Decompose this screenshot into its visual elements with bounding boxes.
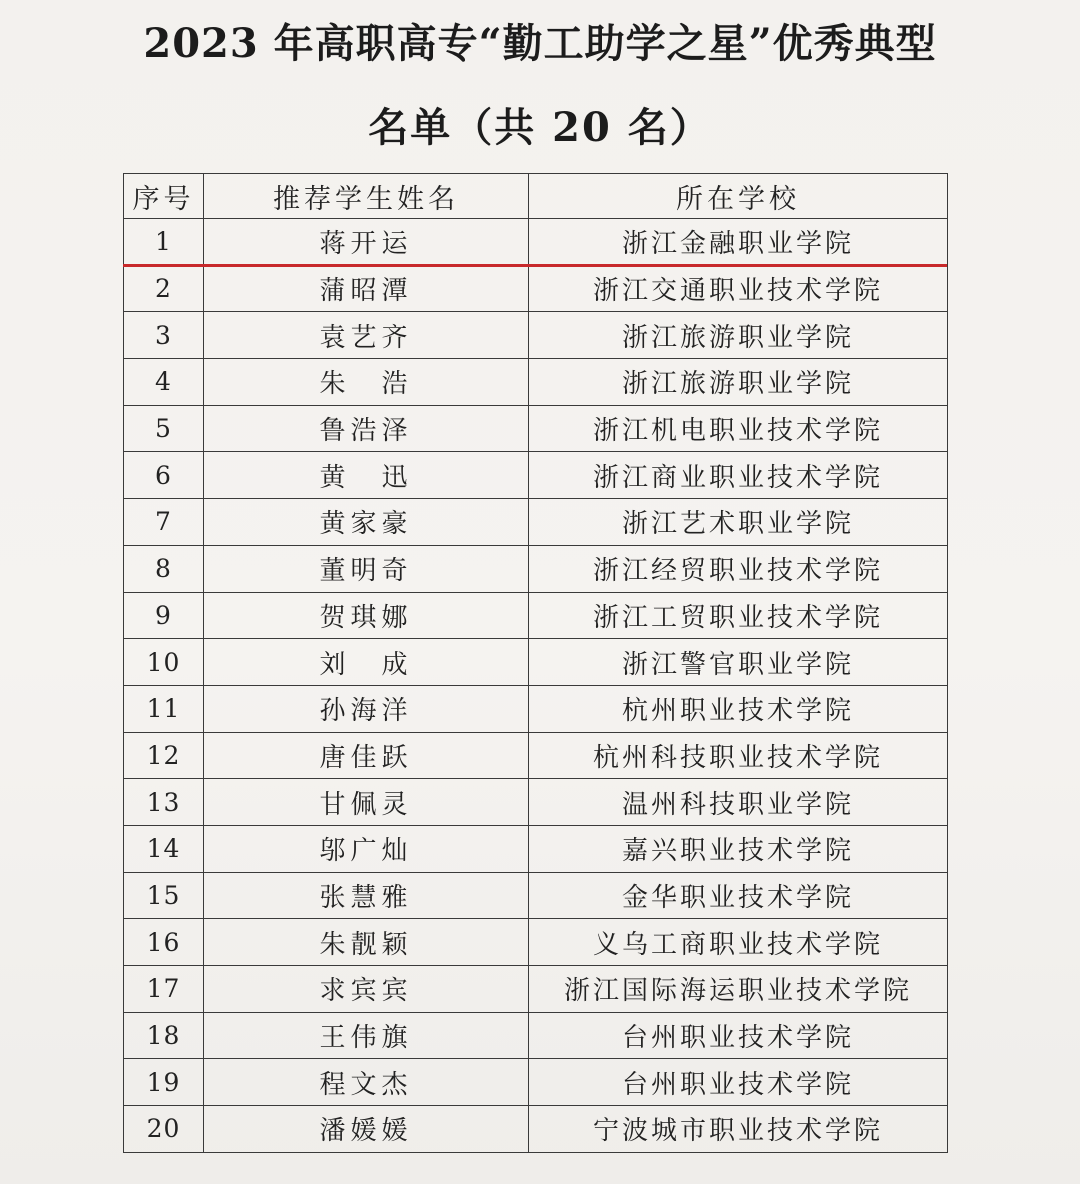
table-row — [124, 452, 948, 499]
student-name: 孙海洋 — [204, 685, 529, 732]
student-name: 黄 迅 — [204, 452, 529, 499]
student-name: 潘媛媛 — [204, 1106, 529, 1153]
school-name: 浙江警官职业学院 — [529, 639, 948, 686]
school-name: 温州科技职业学院 — [529, 779, 948, 826]
row-number: 2 — [124, 265, 204, 312]
school-name: 浙江金融职业学院 — [529, 219, 948, 266]
school-name: 浙江交通职业技术学院 — [529, 265, 948, 312]
student-name: 求宾宾 — [204, 966, 529, 1013]
table-row — [124, 265, 948, 312]
row-number: 12 — [124, 732, 204, 779]
table-row — [124, 966, 948, 1013]
student-name: 邬广灿 — [204, 825, 529, 872]
row-number: 15 — [124, 872, 204, 919]
table-row — [124, 1059, 948, 1106]
table-row — [124, 919, 948, 966]
table-row — [124, 779, 948, 826]
table-row — [124, 825, 948, 872]
school-name: 浙江艺术职业学院 — [529, 499, 948, 546]
table-body — [124, 219, 948, 1153]
table-row — [124, 219, 948, 266]
student-name: 唐佳跃 — [204, 732, 529, 779]
school-name: 浙江旅游职业学院 — [529, 359, 948, 406]
school-name: 浙江机电职业技术学院 — [529, 405, 948, 452]
school-name: 宁波城市职业技术学院 — [529, 1106, 948, 1153]
table-row — [124, 312, 948, 359]
school-name: 浙江旅游职业学院 — [529, 312, 948, 359]
student-name: 袁艺齐 — [204, 312, 529, 359]
row-number: 7 — [124, 499, 204, 546]
row-number: 16 — [124, 919, 204, 966]
student-name: 张慧雅 — [204, 872, 529, 919]
table-row — [124, 405, 948, 452]
header-student-name: 推荐学生姓名 — [204, 174, 529, 219]
row-number: 3 — [124, 312, 204, 359]
row-number: 13 — [124, 779, 204, 826]
school-name: 义乌工商职业技术学院 — [529, 919, 948, 966]
school-name: 杭州科技职业技术学院 — [529, 732, 948, 779]
student-name: 蒋开运 — [204, 219, 529, 266]
student-name: 黄家豪 — [204, 499, 529, 546]
school-name: 浙江工贸职业技术学院 — [529, 592, 948, 639]
table-header-row — [124, 174, 948, 219]
row-number: 1 — [124, 219, 204, 266]
school-name: 浙江商业职业技术学院 — [529, 452, 948, 499]
row-number: 14 — [124, 825, 204, 872]
student-name: 程文杰 — [204, 1059, 529, 1106]
row-number: 9 — [124, 592, 204, 639]
row-number: 5 — [124, 405, 204, 452]
school-name: 杭州职业技术学院 — [529, 685, 948, 732]
table-row — [124, 872, 948, 919]
header-school: 所在学校 — [529, 174, 948, 219]
student-name: 董明奇 — [204, 545, 529, 592]
student-name: 贺琪娜 — [204, 592, 529, 639]
header-number: 序号 — [124, 174, 204, 219]
row-number: 10 — [124, 639, 204, 686]
student-name: 刘 成 — [204, 639, 529, 686]
document-title: 2023 年高职高专“勤工助学之星”优秀典型 — [143, 20, 937, 67]
row-number: 8 — [124, 545, 204, 592]
row-number: 18 — [124, 1012, 204, 1059]
row-number: 11 — [124, 685, 204, 732]
student-name: 王伟旗 — [204, 1012, 529, 1059]
roster-table — [123, 173, 948, 1153]
school-name: 金华职业技术学院 — [529, 872, 948, 919]
table-row — [124, 359, 948, 406]
student-name: 甘佩灵 — [204, 779, 529, 826]
table-row — [124, 499, 948, 546]
row-number: 20 — [124, 1106, 204, 1153]
student-name: 朱 浩 — [204, 359, 529, 406]
school-name: 浙江经贸职业技术学院 — [529, 545, 948, 592]
row-number: 4 — [124, 359, 204, 406]
student-name: 蒲昭潭 — [204, 265, 529, 312]
red-underline-mark — [123, 264, 947, 267]
table-row — [124, 639, 948, 686]
table-row — [124, 732, 948, 779]
school-name: 浙江国际海运职业技术学院 — [529, 966, 948, 1013]
table-row — [124, 1012, 948, 1059]
table-row — [124, 545, 948, 592]
table-row — [124, 685, 948, 732]
row-number: 19 — [124, 1059, 204, 1106]
school-name: 台州职业技术学院 — [529, 1012, 948, 1059]
table-row — [124, 592, 948, 639]
document-subtitle: 名单（共 20 名） — [368, 104, 712, 151]
table-row — [124, 1106, 948, 1153]
school-name: 台州职业技术学院 — [529, 1059, 948, 1106]
school-name: 嘉兴职业技术学院 — [529, 825, 948, 872]
student-name: 鲁浩泽 — [204, 405, 529, 452]
row-number: 17 — [124, 966, 204, 1013]
student-name: 朱靓颖 — [204, 919, 529, 966]
row-number: 6 — [124, 452, 204, 499]
